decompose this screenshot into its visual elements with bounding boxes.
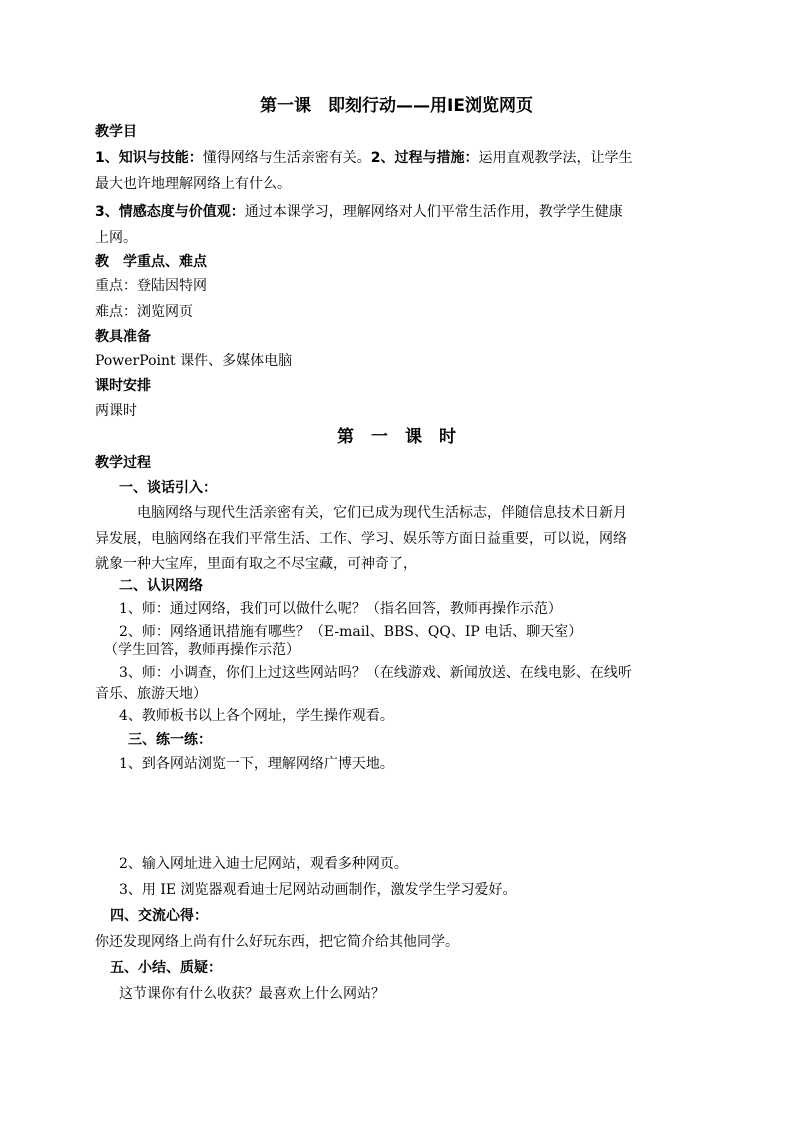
process-method-text: 运用直观教学法，让学生	[478, 150, 633, 166]
section-4-text: 你还发现网络上尚有什么好玩东西，把它简介给其他同学。	[95, 934, 459, 950]
knowledge-skill-label: 1、知识与技能：	[95, 150, 203, 166]
tools-heading: 教具准备	[95, 329, 151, 345]
section-2-item-4: 4、教师板书以上各个网址，学生操作观看。	[119, 708, 394, 724]
schedule-heading: 课时安排	[95, 378, 151, 394]
objectives-heading: 教学目	[95, 124, 137, 140]
process-heading: 教学过程	[95, 455, 151, 471]
schedule-text: 两课时	[95, 403, 137, 419]
objectives-line-3	[95, 202, 623, 222]
process-method-label: 2、过程与措施：	[370, 150, 479, 166]
knowledge-skill-text: 懂得网络与生活亲密有关。	[202, 150, 371, 166]
section-2-item-3b: 音乐、旅游天地）	[95, 686, 207, 702]
section-1-line-1: 电脑网络与现代生活亲密有关，它们已成为现代生活标志，伴随信息技术日新月	[137, 505, 627, 521]
section-5-heading: 五、小结、质疑：	[110, 960, 222, 976]
lesson-title: 第一课 即刻行动——用IE浏览网页	[260, 96, 533, 116]
section-2-heading: 二、认识网络	[119, 578, 203, 594]
section-3-item-1: 1、到各网站浏览一下，理解网络广博天地。	[119, 756, 394, 772]
difficult-point-text: 难点：浏览网页	[95, 304, 193, 320]
section-3-item-3: 3、用 IE 浏览器观看迪士尼网站动画制作，激发学生学习爱好。	[119, 882, 517, 898]
section-2-item-2: 2、师：网络通讯措施有哪些？（E-mail、BBS、QQ、IP 电话、聊天室）	[119, 624, 583, 640]
section-1-line-3: 就象一种大宝库，里面有取之不尽宝藏，可神奇了，	[95, 556, 417, 572]
emotion-attitude-label: 3、情感态度与价值观：	[95, 204, 245, 220]
objectives-line-1	[95, 148, 633, 168]
section-3-item-2: 2、输入网址进入迪士尼网站，观看多种网页。	[119, 856, 408, 872]
session-title: 第 一 课 时	[337, 427, 456, 447]
section-4-heading: 四、交流心得：	[110, 908, 208, 924]
section-1-heading: 一、谈话引入：	[119, 480, 217, 496]
objectives-line-2: 最大也许地理解网络上有什么。	[95, 176, 291, 192]
key-points-heading: 教 学重点、难点	[95, 254, 207, 270]
section-5-text: 这节课你有什么收获？最喜欢上什么网站？	[119, 986, 385, 1002]
section-3-heading: 三、练一练：	[128, 732, 212, 748]
tools-text: PowerPoint 课件、多媒体电脑	[95, 353, 293, 369]
emotion-attitude-text: 通过本课学习，理解网络对人们平常生活作用，教学学生健康	[244, 204, 623, 220]
section-1-line-2: 异发展，电脑网络在我们平常生活、工作、学习、娱乐等方面日益重要，可以说，网络	[95, 531, 627, 547]
objectives-line-4: 上网。	[95, 230, 137, 246]
section-2-item-2b: （学生回答，教师再操作示范）	[104, 642, 300, 658]
section-2-item-3: 3、师：小调查，你们上过这些网站吗？（在线游戏、新闻放送、在线电影、在线听	[119, 665, 632, 681]
key-point-text: 重点：登陆因特网	[95, 278, 207, 294]
section-2-item-1: 1、师：通过网络，我们可以做什么呢？（指名回答，教师再操作示范）	[119, 601, 562, 617]
